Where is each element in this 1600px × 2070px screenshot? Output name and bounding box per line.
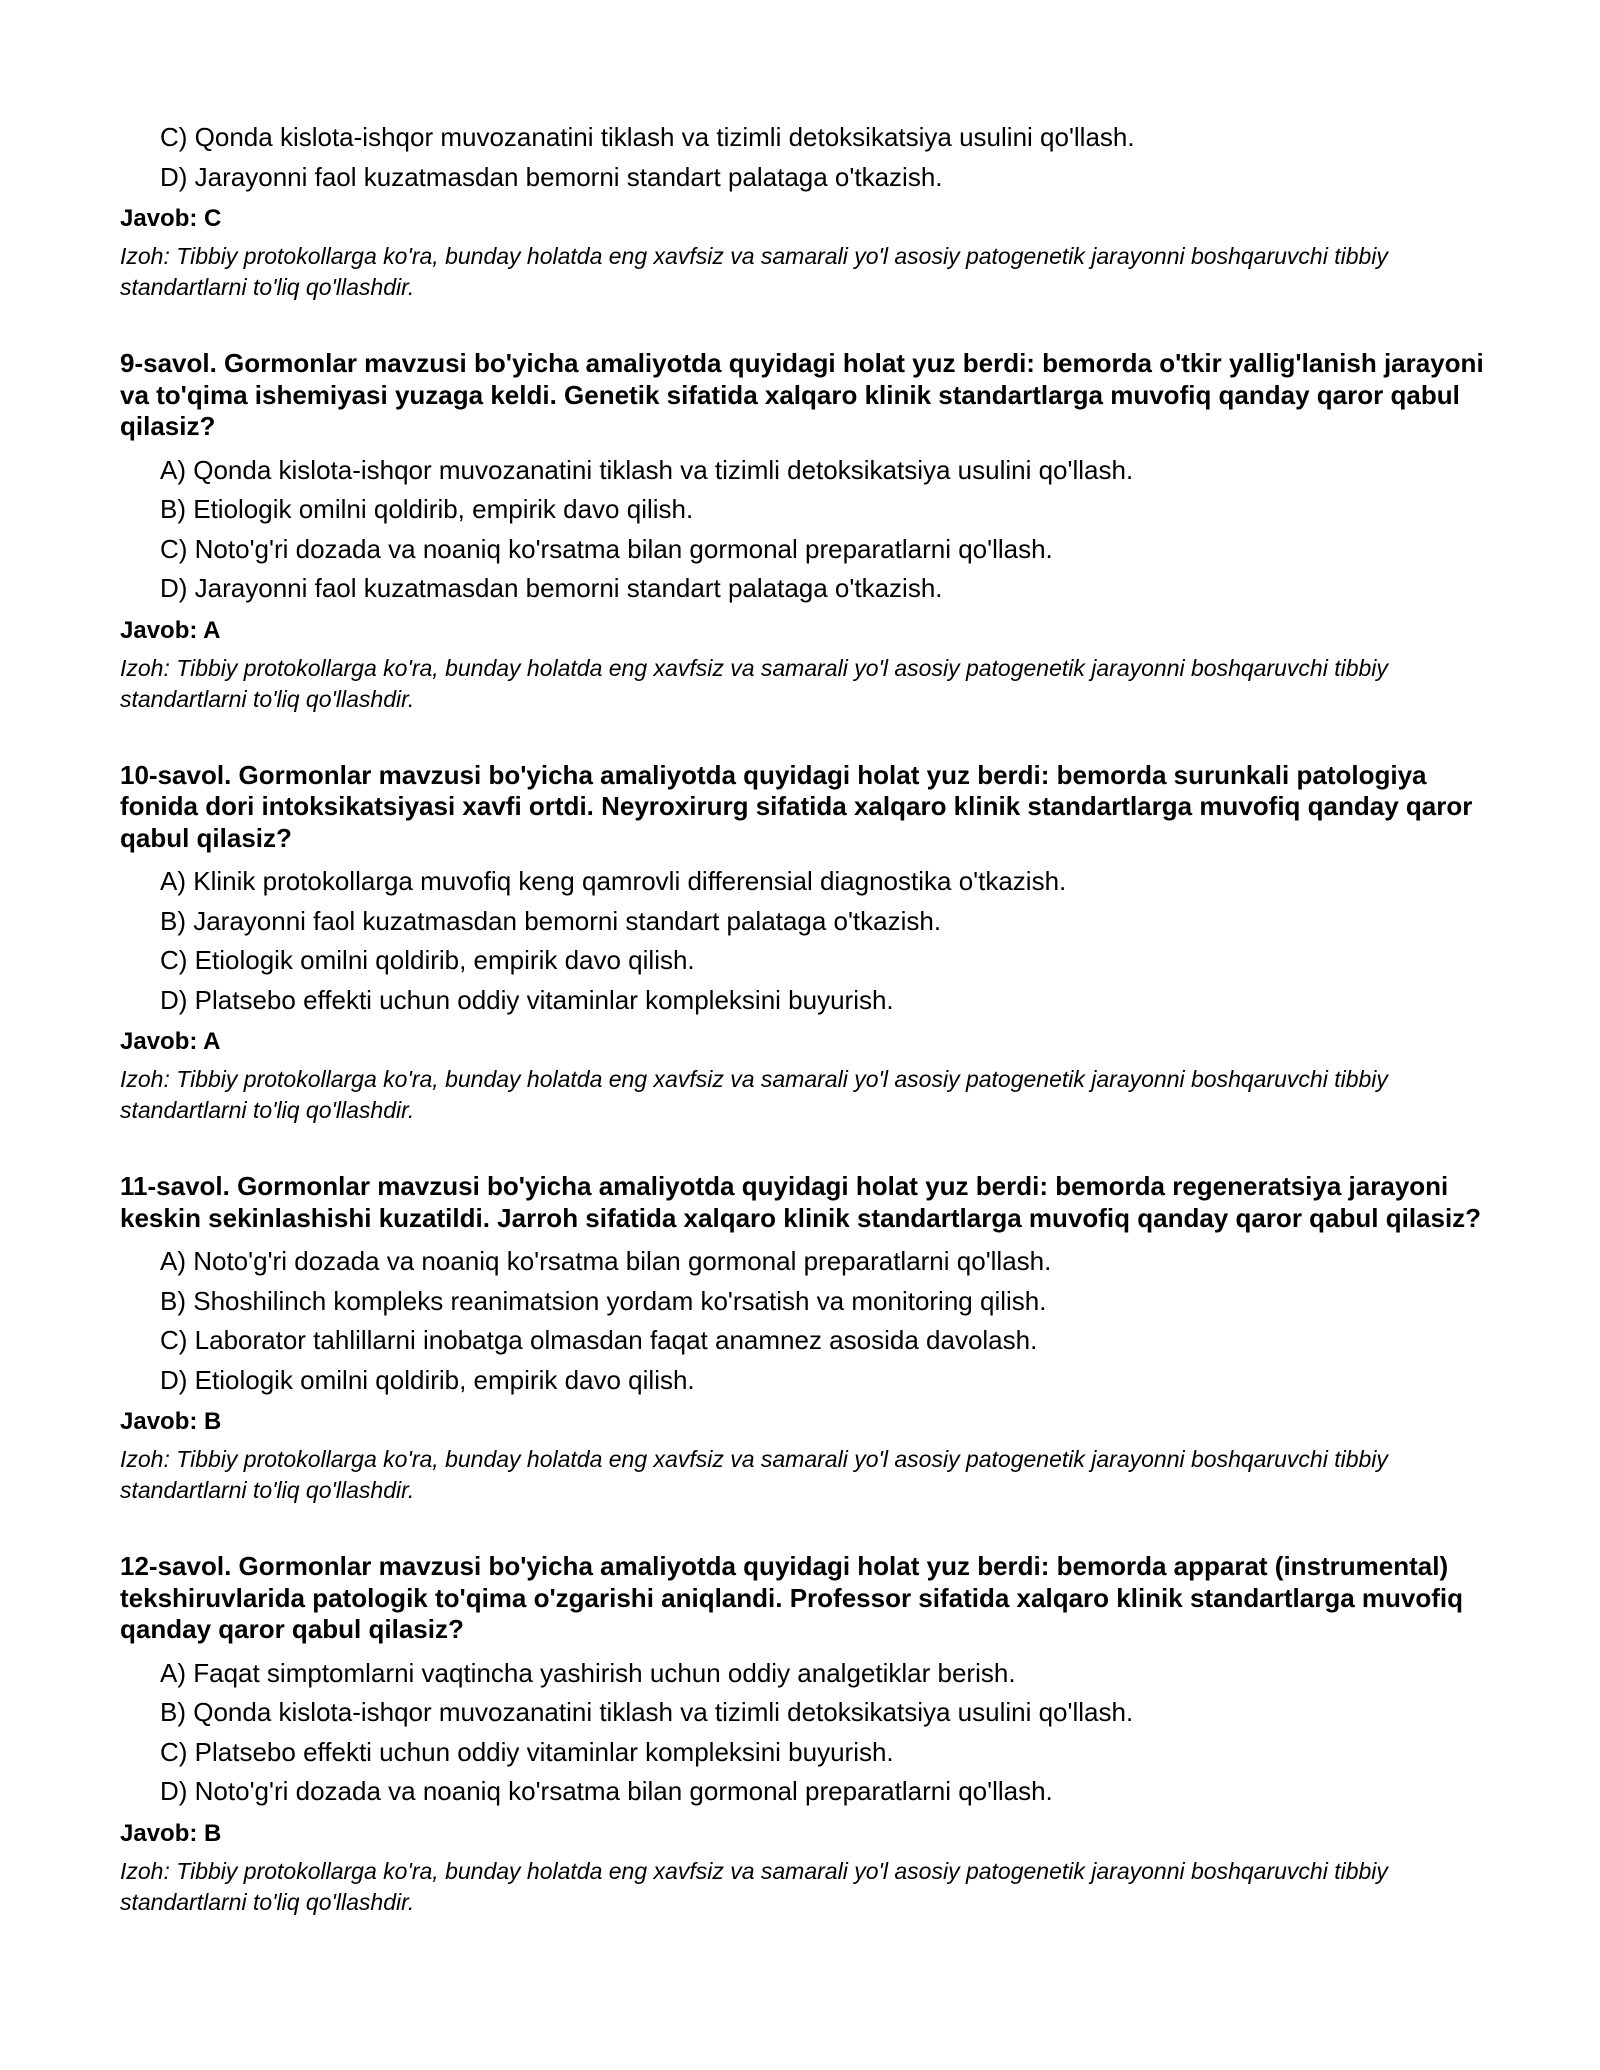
question-title: 11-savol. Gormonlar mavzusi bo'yicha amaliyotda quyidagi holat yuz berdi: bemorda regeneratsiya jarayoni keskin sekinlashishi kuzatildi. Jarroh sifatida xalqaro klinik standartlarga muvofiq qanday qaror qabul qilasiz? — [120, 1171, 1482, 1233]
answer-option: D) Jarayonni faol kuzatmasdan bemorni standart palataga o'tkazish. — [160, 573, 943, 603]
question-12 — [120, 1551, 1500, 1918]
answer-option: C) Noto'g'ri dozada va noaniq ko'rsatma bilan gormonal preparatlarni qo'llash. — [160, 533, 1053, 564]
question-11 — [120, 1171, 1500, 1506]
question-title: 10-savol. Gormonlar mavzusi bo'yicha amaliyotda quyidagi holat yuz berdi: bemorda surunkali patologiya fonida dori intoksikatsiyasi xavfi ortdi. Neyroxirurg sifatida xalqaro klinik standartlarga muvofiq qanday qaror qabul qilasiz? — [120, 759, 1473, 853]
answer-option: A) Qonda kislota-ishqor muvozanatini tiklash va tizimli detoksikatsiya usulini qo'llash. — [160, 454, 1134, 485]
answer-option: C) Platsebo effekti uchun oddiy vitaminlar kompleksini buyurish. — [160, 1736, 894, 1767]
question-10 — [120, 760, 1500, 1127]
explanation-note: Izoh: Tibbiy protokollarga ko'ra, bunday holatda eng xavfsiz va samarali yo'l asosiy patogenetik jarayonni boshqaruvchi tibbiy standartlarni to'liq qo'llashdir. — [120, 1066, 1388, 1123]
answer-key: Javob: B — [120, 1819, 222, 1847]
answer-option: C) Qonda kislota-ishqor muvozanatini tiklash va tizimli detoksikatsiya usulini qo'llash. — [160, 122, 1135, 152]
answer-key: Javob: A — [120, 1028, 221, 1055]
answer-key: Javob: C — [120, 205, 222, 232]
explanation-note: Izoh: Tibbiy protokollarga ko'ra, bunday holatda eng xavfsiz va samarali yo'l asosiy patogenetik jarayonni boshqaruvchi tibbiy standartlarni to'liq qo'llashdir. — [120, 243, 1388, 300]
question-title: 9-savol. Gormonlar mavzusi bo'yicha amaliyotda quyidagi holat yuz berdi: bemorda o'tkir yallig'lanish jarayoni va to'qima ishemiyasi yuzaga keldi. Genetik sifatida xalqaro klinik standartlarga muvofiq qanday qaror qabul qilasiz? — [120, 348, 1484, 441]
explanation-note: Izoh: Tibbiy protokollarga ko'ra, bunday holatda eng xavfsiz va samarali yo'l asosiy patogenetik jarayonni boshqaruvchi tibbiy standartlarni to'liq qo'llashdir. — [120, 1857, 1388, 1915]
answer-option: B) Etiologik omilni qoldirib, empirik davo qilish. — [160, 494, 694, 524]
question-9 — [120, 348, 1500, 715]
answer-key: Javob: B — [120, 1408, 222, 1435]
answer-option: B) Qonda kislota-ishqor muvozanatini tiklash va tizimli detoksikatsiya usulini qo'llash. — [160, 1697, 1134, 1727]
answer-option: A) Noto'g'ri dozada va noaniq ko'rsatma bilan gormonal preparatlarni qo'llash. — [160, 1246, 1052, 1276]
answer-option: B) Jarayonni faol kuzatmasdan bemorni standart palataga o'tkazish. — [160, 905, 942, 936]
answer-option: A) Faqat simptomlarni vaqtincha yashirish uchun oddiy analgetiklar berish. — [160, 1657, 1016, 1688]
question-title: 12-savol. Gormonlar mavzusi bo'yicha amaliyotda quyidagi holat yuz berdi: bemorda apparat (instrumental) tekshiruvlarida patologik to'qima o'zgarishi aniqlandi. Professor sifatida xalqaro klinik standartlarga muvofiq qanday qaror qabul qilasiz? — [120, 1551, 1464, 1644]
explanation-note: Izoh: Tibbiy protokollarga ko'ra, bunday holatda eng xavfsiz va samarali yo'l asosiy patogenetik jarayonni boshqaruvchi tibbiy standartlarni to'liq qo'llashdir. — [120, 654, 1388, 712]
answer-option: D) Etiologik omilni qoldirib, empirik davo qilish. — [160, 1364, 695, 1395]
explanation-note: Izoh: Tibbiy protokollarga ko'ra, bunday holatda eng xavfsiz va samarali yo'l asosiy patogenetik jarayonni boshqaruvchi tibbiy standartlarni to'liq qo'llashdir. — [120, 1446, 1388, 1503]
answer-option: D) Platsebo effekti uchun oddiy vitaminlar kompleksini buyurish. — [160, 984, 894, 1015]
document-page — [120, 118, 1500, 1918]
answer-option: A) Klinik protokollarga muvofiq keng qamrovli differensial diagnostika o'tkazish. — [160, 866, 1067, 896]
answer-key: Javob: A — [120, 616, 221, 644]
answer-option: D) Jarayonni faol kuzatmasdan bemorni standart palataga o'tkazish. — [160, 161, 943, 192]
answer-option: B) Shoshilinch kompleks reanimatsion yordam ko'rsatish va monitoring qilish. — [160, 1285, 1047, 1316]
answer-option: C) Etiologik omilni qoldirib, empirik davo qilish. — [160, 945, 695, 975]
answer-option: C) Laborator tahlillarni inobatga olmasdan faqat anamnez asosida davolash. — [160, 1325, 1038, 1355]
question-continuation — [120, 118, 1500, 303]
answer-option: D) Noto'g'ri dozada va noaniq ko'rsatma bilan gormonal preparatlarni qo'llash. — [160, 1776, 1053, 1806]
